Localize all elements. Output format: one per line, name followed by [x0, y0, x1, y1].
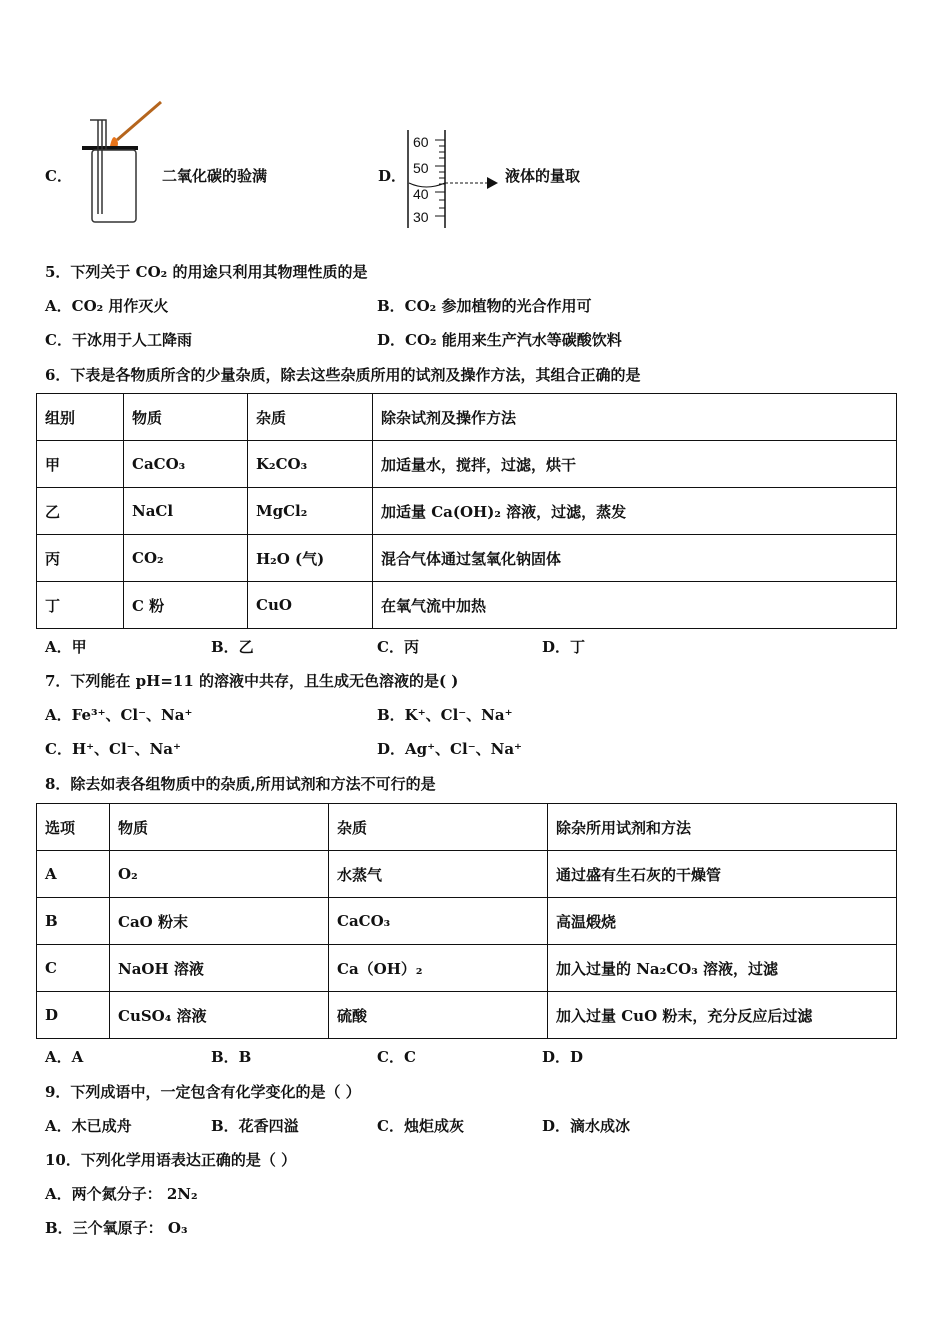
wooden-splint-icon [117, 102, 161, 140]
q10-stem: 10．下列化学用语表达正确的是（ ） [45, 1151, 297, 1169]
q5-option-d[interactable]: D．CO₂ 能用来生产汽水等碳酸饮料 [377, 331, 622, 349]
gas-bottle-figure [80, 100, 170, 230]
q8-option-a[interactable]: A．A [45, 1048, 84, 1066]
table-cell: A [37, 851, 110, 898]
table-row [37, 535, 897, 582]
q9-option-a[interactable]: A．木已成舟 [45, 1117, 132, 1135]
table-cell: 加入过量 CuO 粉末，充分反应后过滤 [548, 992, 897, 1039]
header-cell: 选项 [37, 804, 110, 851]
q6-option-a[interactable]: A．甲 [45, 638, 87, 656]
header-cell: 除杂所用试剂和方法 [548, 804, 897, 851]
header-cell: 物质 [110, 804, 329, 851]
q7-option-b[interactable]: B．K⁺、Cl⁻、Na⁺ [377, 706, 513, 724]
q4-option-d-label: D． [378, 167, 407, 185]
table-cell: D [37, 992, 110, 1039]
table-cell: 硫酸 [329, 992, 548, 1039]
q8-option-c[interactable]: C．C [377, 1048, 416, 1066]
q7-stem: 7．下列能在 pH=11 的溶液中共存，且生成无色溶液的是( ) [45, 672, 459, 690]
table-cell: 丙 [37, 535, 124, 582]
table-cell: C 粉 [124, 582, 248, 629]
header-cell: 组别 [37, 394, 124, 441]
q8-option-b[interactable]: B．B [211, 1048, 252, 1066]
q5-stem: 5．下列关于 CO₂ 的用途只利用其物理性质的是 [45, 263, 368, 281]
q6-option-b[interactable]: B．乙 [211, 638, 254, 656]
table-cell: 甲 [37, 441, 124, 488]
table-row [37, 441, 897, 488]
q4-option-c-caption: 二氧化碳的验满 [162, 167, 268, 185]
table-cell: C [37, 945, 110, 992]
table-cell: CO₂ [124, 535, 248, 582]
table-cell: O₂ [110, 851, 329, 898]
table-cell: CuO [248, 582, 373, 629]
table-row [37, 992, 897, 1039]
header-cell: 物质 [124, 394, 248, 441]
table-row [37, 582, 897, 629]
q5-option-c[interactable]: C．干冰用于人工降雨 [45, 331, 192, 349]
table-cell: 混合气体通过氢氧化钠固体 [373, 535, 897, 582]
table-row [37, 851, 897, 898]
table-cell: K₂CO₃ [248, 441, 373, 488]
q9-option-b[interactable]: B．花香四溢 [211, 1117, 299, 1135]
table-cell: MgCl₂ [248, 488, 373, 535]
table-cell: 高温煅烧 [548, 898, 897, 945]
tick-50: 50 [413, 160, 429, 176]
q9-stem: 9．下列成语中，一定包含有化学变化的是（ ） [45, 1083, 361, 1101]
table-cell: B [37, 898, 110, 945]
table-cell: H₂O (气) [248, 535, 373, 582]
q8-option-d[interactable]: D．D [542, 1048, 584, 1066]
q7-option-d[interactable]: D．Ag⁺、Cl⁻、Na⁺ [377, 740, 522, 758]
table-cell: NaCl [124, 488, 248, 535]
table-cell: 水蒸气 [329, 851, 548, 898]
table-row [37, 945, 897, 992]
table-cell: Ca（OH）₂ [329, 945, 548, 992]
table-cell: 丁 [37, 582, 124, 629]
header-cell: 杂质 [329, 804, 548, 851]
table-header-row [37, 804, 897, 851]
q6-option-c[interactable]: C．丙 [377, 638, 419, 656]
q5-option-b[interactable]: B．CO₂ 参加植物的光合作用可 [377, 297, 592, 315]
q6-stem: 6．下表是各物质所含的少量杂质，除去这些杂质所用的试剂及操作方法，其组合正确的是 [45, 366, 641, 384]
table-cell: 乙 [37, 488, 124, 535]
header-cell: 杂质 [248, 394, 373, 441]
tick-60: 60 [413, 134, 429, 150]
table-cell: CaCO₃ [329, 898, 548, 945]
table-cell: CaO 粉末 [110, 898, 329, 945]
q7-option-c[interactable]: C．H⁺、Cl⁻、Na⁺ [45, 740, 181, 758]
q9-option-d[interactable]: D．滴水成冰 [542, 1117, 631, 1135]
tick-30: 30 [413, 209, 429, 225]
table-cell: NaOH 溶液 [110, 945, 329, 992]
table-cell: CaCO₃ [124, 441, 248, 488]
q4-option-c-label: C． [45, 167, 72, 185]
table-header-row [37, 394, 897, 441]
q8-stem: 8．除去如表各组物质中的杂质,所用试剂和方法不可行的是 [45, 775, 436, 793]
table-cell: 在氧气流中加热 [373, 582, 897, 629]
q9-option-c[interactable]: C．烛炬成灰 [377, 1117, 464, 1135]
measuring-cylinder-figure [405, 128, 505, 230]
q6-option-d[interactable]: D．丁 [542, 638, 586, 656]
q10-option-b[interactable]: B．三个氧原子： O₃ [45, 1219, 188, 1237]
table-cell: CuSO₄ 溶液 [110, 992, 329, 1039]
q8-table [36, 803, 897, 1039]
q4-option-d-caption: 液体的量取 [505, 167, 581, 185]
table-cell: 通过盛有生石灰的干燥管 [548, 851, 897, 898]
tick-40: 40 [413, 186, 429, 202]
q5-option-a[interactable]: A．CO₂ 用作灭火 [45, 297, 169, 315]
table-row [37, 488, 897, 535]
table-row [37, 898, 897, 945]
table-cell: 加适量水，搅拌，过滤，烘干 [373, 441, 897, 488]
table-cell: 加适量 Ca(OH)₂ 溶液，过滤，蒸发 [373, 488, 897, 535]
q10-option-a[interactable]: A．两个氮分子： 2N₂ [45, 1185, 198, 1203]
eye-icon [487, 177, 498, 189]
q6-table [36, 393, 897, 629]
q7-option-a[interactable]: A．Fe³⁺、Cl⁻、Na⁺ [45, 706, 193, 724]
table-cell: 加入过量的 Na₂CO₃ 溶液，过滤 [548, 945, 897, 992]
header-cell: 除杂试剂及操作方法 [373, 394, 897, 441]
